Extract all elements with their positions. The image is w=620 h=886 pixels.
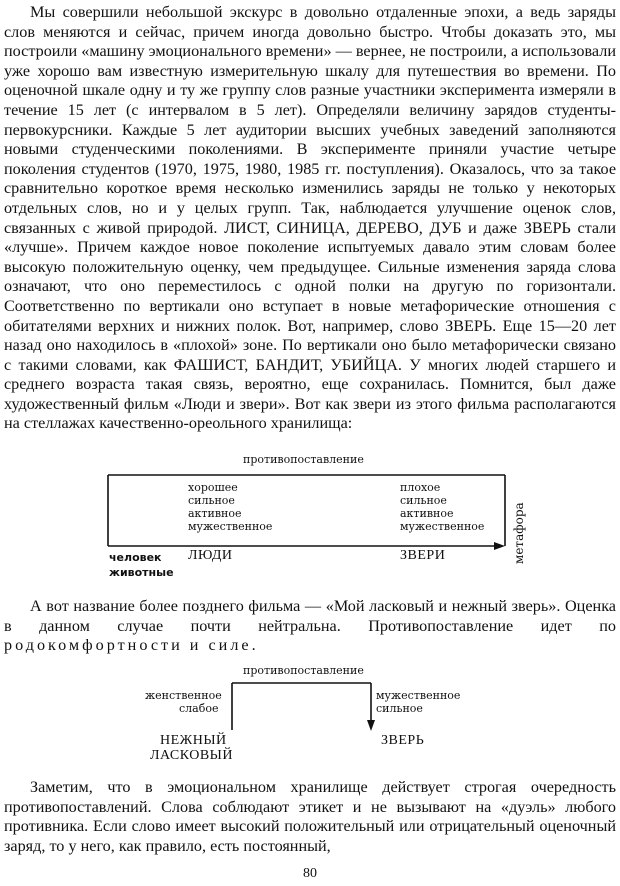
diagram1-category-2: животные [109, 566, 174, 579]
diagram2-right-word-1: мужественное [376, 689, 461, 702]
diagram1-right-word-3: активное [400, 507, 454, 520]
page-number: 80 [303, 866, 317, 881]
diagram2-right-word-2: сильное [376, 702, 423, 715]
diagram2-left-word-1: женственное [145, 689, 222, 702]
diagram2-arrowhead [367, 720, 375, 731]
diagram1-word-right: ЗВЕРИ [400, 548, 446, 563]
diagram1-left-word-4: мужественное [188, 520, 273, 533]
paragraph-2-spaced-text: родокомфортности и силе. [4, 636, 259, 655]
diagram1-right-word-4: мужественное [400, 520, 485, 533]
paragraph-3-text: Заметим, что в эмоциональном хранилище действует строгая очередность противопоставлений. Слова соблюдают этикет и не вызывают на «дуэль» любого противника. Если слово имеет высокий положительный или отрицательный оценочный заряд, то у него, как правило, есть постоянный, [4, 778, 616, 855]
diagram1-left-word-2: сильное [188, 494, 235, 507]
diagram2-word-left-1: НЕЖНЫЙ [160, 733, 227, 748]
diagram1-top-label: противопоставление [243, 453, 364, 466]
diagram2-left-word-2: слабое [179, 702, 219, 715]
paragraph-2-text: А вот название более позднего фильма — «Мой ласковый и нежный зверь». Оценка в данном случае почти нейтральна. Противопоставление идет по [4, 597, 616, 635]
diagram1-side-label: метафора [512, 502, 526, 564]
diagram1-right-word-1: плохое [400, 481, 441, 494]
diagram1-left-word-3: активное [188, 507, 242, 520]
diagram1-right-word-2: сильное [400, 494, 447, 507]
diagram1-category-1: человек [109, 551, 162, 564]
diagram2-word-left-2: ЛАСКОВЫЙ [150, 748, 234, 763]
paragraph-3 [4, 778, 616, 856]
diagram1-word-left: ЛЮДИ [188, 548, 233, 563]
diagram2-word-right: ЗВЕРЬ [381, 733, 425, 748]
paragraph-1-text: Мы совершили небольшой экскурс в довольно отдаленные эпохи, а ведь заряды слов меняются и сейчас, причем иногда довольно быстро. Чтобы доказать это, мы построили «машину эмоционального времени» — вернее, не построили, а использовали уже хорошо вам известную измерительную шкалу для путешествия во времени. По оценочной шкале одну и ту же группу слов разные участники эксперимента измеряли в течение 15 лет (с интервалом в 5 лет). Определяли величину зарядов студенты-первокурсники. Каждые 5 лет аудитории высших учебных заведений заполняются новыми студенческими поколениями. В эксперименте приняли участие четыре поколения студентов (1970, 1975, 1980, 1985 гг. поступления). Оказалось, что за такое сравнительно короткое время несколько изменились заряды не только у некоторых отдельных слов, но и у целых групп. Так, наблюдается улучшение оценок слов, связанных с живой природой. ЛИСТ, СИНИЦА, ДЕРЕВО, ДУБ и даже ЗВЕРЬ стали «лучше». Причем каждое новое поколение испытуемых давало этим словам более высокую положительную оценку, чем предыдущее. Сильные изменения заряда слова означают, что оно переместилось с одной полки на другую по горизонтали. Соответственно по вертикали оно вступает в новые метафорические отношения с обитателями верхних и нижних полок. Вот, например, слово ЗВЕРЬ. Еще 15—20 лет назад оно находилось в «плохой» зоне. По вертикали оно было метафорически связано с такими словами, как ФАШИСТ, БАНДИТ, УБИЙЦА. У многих людей старшего и среднего возраста такая связь, вероятно, еще сохранилась. Помнится, был даже художественный фильм «Люди и звери». Вот как звери из этого фильма располагаются на стеллажах качественно-ореольного хранилища: [4, 3, 616, 433]
diagram1-left-word-1: хорошее [188, 481, 238, 494]
diagram2-top-label: противопоставление [243, 664, 364, 677]
